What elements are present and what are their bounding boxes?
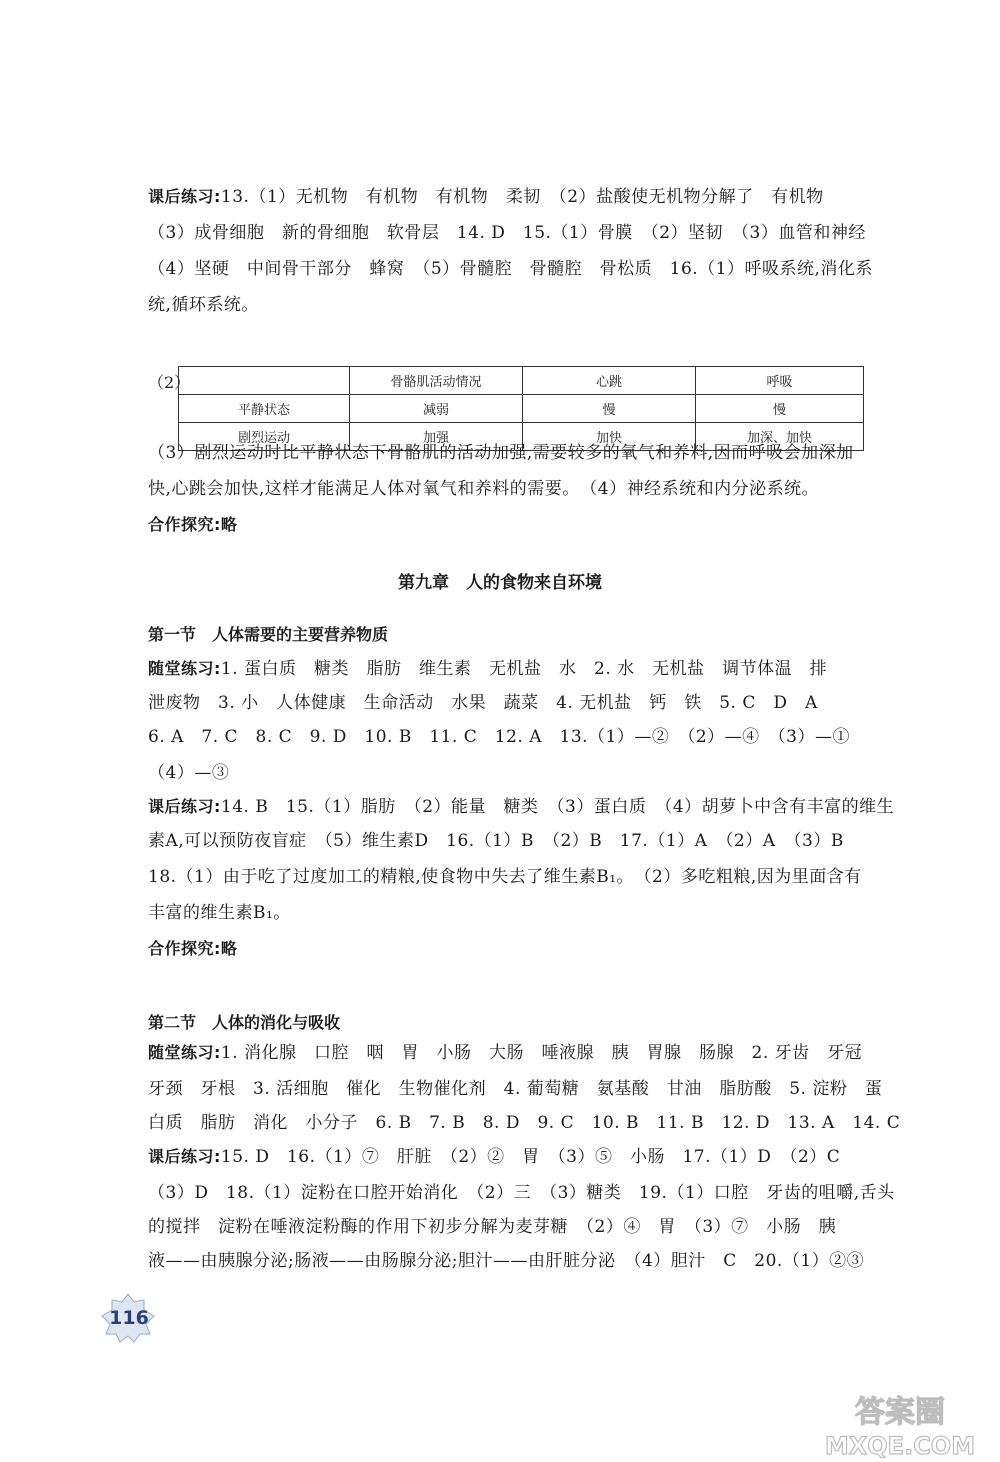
text-line: 课后练习:14. B 15.（1）脂肪 （2）能量 糖类 （3）蛋白质 （4）胡萝卜中含有丰富的维生 (148, 797, 895, 817)
chapter-title: 第九章 人的食物来自环境 (398, 573, 602, 593)
text-line: 18.（1）由于吃了过度加工的精粮,使食物中失去了维生素B₁。 （2）多吃粗粮,因为里面含有 (148, 867, 862, 887)
table-row (179, 395, 864, 423)
text-line: 课后练习:13.（1）无机物 有机物 有机物 柔韧 （2）盐酸使无机物分解了 有机物 (148, 187, 824, 207)
text-line: 合作探究:略 (148, 515, 238, 534)
text-line: （4）—③ (148, 763, 230, 783)
table-label: （2） (148, 373, 191, 392)
text-line: 素A,可以预防夜盲症 （5）维生素D 16.（1）B （2）B 17.（1）A （2）A （3）B (148, 831, 844, 851)
text-line: 白质 脂肪 消化 小分子 6. B 7. B 8. D 9. C 10. B 11. B 12. D 13. A 14. C (148, 1113, 901, 1133)
text-line: 牙颈 牙根 3. 活细胞 催化 生物催化剂 4. 葡萄糖 氨基酸 甘油 脂肪酸 5. 淀粉 蛋 (148, 1079, 883, 1099)
table-cell: 加快 (523, 423, 696, 451)
text-line: 快,心跳会加快,这样才能满足人体对氧气和养料的需要。 （4）神经系统和内分泌系统。 (148, 479, 820, 499)
text-line: 液——由胰腺分泌;肠液——由肠腺分泌;胆汁——由肝脏分泌 （4）胆汁 C 20.（1）②③ (148, 1251, 865, 1271)
text-line: 统,循环系统。 (148, 295, 259, 315)
table-header-cell: 心跳 (523, 367, 696, 395)
text-line: （4）坚硬 中间骨干部分 蜂窝 （5）骨髓腔 骨髓腔 骨松质 16.（1）呼吸系统,消化系 (148, 259, 873, 279)
text-line: （3）剧烈运动时比平静状态下骨骼肌的活动加强,需要较多的氧气和养料,因而呼吸会加深加 (148, 443, 854, 463)
page-number: 116 (104, 1300, 154, 1336)
table-cell: 平静状态 (179, 395, 350, 423)
table-header-row (179, 367, 864, 395)
text-line: 合作探究:略 (148, 939, 238, 958)
table-cell: 慢 (523, 395, 696, 423)
table-header-cell: 呼吸 (696, 367, 864, 395)
section-heading: 第二节 人体的消化与吸收 (148, 1013, 341, 1032)
watermark-logo-icon (810, 1388, 990, 1462)
watermark-url: MXQE.COM (824, 1432, 976, 1460)
text-line: 泄废物 3. 小 人体健康 生命活动 水果 蔬菜 4. 无机盐 钙 铁 5. C D A (148, 693, 818, 713)
table-cell: 减弱 (350, 395, 523, 423)
text-line: 随堂练习:1. 消化腺 口腔 咽 胃 小肠 大肠 唾液腺 胰 胃腺 肠腺 2. 牙齿 牙冠 (148, 1043, 863, 1063)
text-line: 丰富的维生素B₁。 (148, 903, 291, 923)
table-cell: 剧烈运动 (179, 423, 350, 451)
text-line: 课后练习:15. D 16.（1）⑦ 肝脏 （2）② 胃 （3）⑤ 小肠 17.（1）D （2）C (148, 1147, 841, 1167)
table-header-cell: 骨骼肌活动情况 (350, 367, 523, 395)
table-cell: 慢 (696, 395, 864, 423)
watermark-text: 答案圈 (855, 1395, 945, 1430)
table-header-cell (179, 367, 350, 395)
comparison-table (178, 366, 864, 451)
text-line: 随堂练习:1. 蛋白质 糖类 脂肪 维生素 无机盐 水 2. 水 无机盐 调节体温 排 (148, 659, 828, 679)
table-cell: 加强 (350, 423, 523, 451)
text-line: （3）D 18.（1）淀粉在口腔开始消化 （2）三 （3）糖类 19.（1）口腔 牙齿的咀嚼,舌头 (148, 1183, 895, 1203)
text-line: （3）成骨细胞 新的骨细胞 软骨层 14. D 15.（1）骨膜 （2）坚韧 （3）血管和神经 (148, 223, 866, 243)
section-heading: 第一节 人体需要的主要营养物质 (148, 625, 389, 644)
text-line: 的搅拌 淀粉在唾液淀粉酶的作用下初步分解为麦芽糖 （2）④ 胃 （3）⑦ 小肠 胰 (148, 1217, 837, 1237)
text-line: 6. A 7. C 8. C 9. D 10. B 11. C 12. A 13.（1）—② （2）—④ （3）—① (148, 727, 850, 747)
table-cell: 加深、加快 (696, 423, 864, 451)
